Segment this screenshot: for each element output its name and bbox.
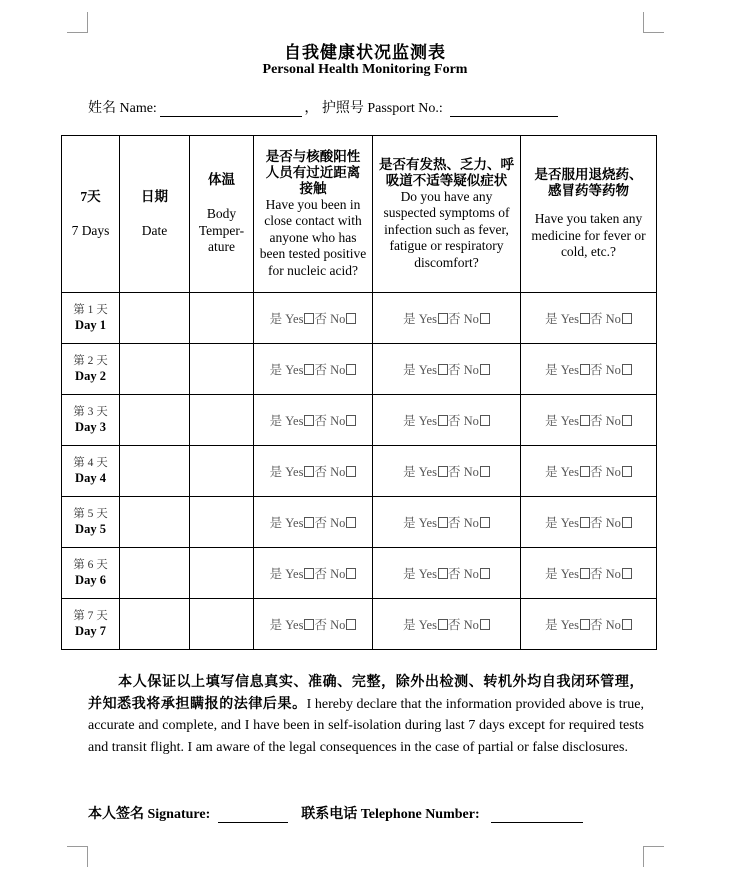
symptoms-answer-cell <box>373 293 521 344</box>
symptoms-answer-cell <box>373 548 521 599</box>
no-checkbox[interactable] <box>622 568 632 579</box>
no-checkbox[interactable] <box>622 619 632 630</box>
table-row <box>62 548 657 599</box>
no-option[interactable]: 否 No <box>590 516 632 530</box>
medicine-answer-cell <box>521 395 657 446</box>
day-label-chinese: 第 6 天 <box>73 559 108 571</box>
date-cell[interactable] <box>120 344 190 395</box>
yes-checkbox[interactable] <box>580 415 590 426</box>
day-label-cell <box>62 446 120 497</box>
symptoms-answer-cell <box>373 395 521 446</box>
day-label-english: Day 6 <box>75 573 106 587</box>
no-checkbox[interactable] <box>346 466 356 477</box>
no-checkbox[interactable] <box>480 466 490 477</box>
no-option[interactable]: 否 No <box>314 363 356 377</box>
yes-option[interactable]: 是 Yes <box>403 567 448 581</box>
yes-checkbox[interactable] <box>304 313 314 324</box>
yes-checkbox[interactable] <box>438 568 448 579</box>
symptoms-answer-cell <box>373 599 521 650</box>
no-option[interactable]: 否 No <box>448 516 490 530</box>
no-option[interactable]: 否 No <box>590 414 632 428</box>
yes-option[interactable]: 是 Yes <box>270 363 315 377</box>
declaration-english: I hereby declare that the information provided above is true, accurate and complete, and I have been in self-isolation during last 7 days except for required tests and transit flight. I am aware of the legal consequences in the case of partial or false disclosures. <box>88 696 644 755</box>
yes-checkbox[interactable] <box>438 415 448 426</box>
day-label-chinese: 第 4 天 <box>73 457 108 469</box>
margin-mark-top-right <box>643 12 664 33</box>
no-option[interactable]: 否 No <box>448 465 490 479</box>
form-title-english: Personal Health Monitoring Form <box>262 62 468 77</box>
day-label-english: Day 5 <box>75 522 106 536</box>
temperature-cell[interactable] <box>190 293 254 344</box>
no-option[interactable]: 否 No <box>448 567 490 581</box>
day-label-english: Day 1 <box>75 318 106 332</box>
no-checkbox[interactable] <box>480 568 490 579</box>
day-label-chinese: 第 7 天 <box>73 610 108 622</box>
yes-option[interactable]: 是 Yes <box>270 312 315 326</box>
day-label-cell <box>62 497 120 548</box>
yes-checkbox[interactable] <box>304 415 314 426</box>
no-checkbox[interactable] <box>346 619 356 630</box>
medicine-answer-cell <box>521 344 657 395</box>
declaration-paragraph <box>88 672 644 758</box>
temperature-cell[interactable] <box>190 395 254 446</box>
day-label-chinese: 第 3 天 <box>73 406 108 418</box>
no-checkbox[interactable] <box>346 517 356 528</box>
margin-mark-bottom-right <box>643 846 664 867</box>
margin-mark-top-left <box>67 12 88 33</box>
yes-checkbox[interactable] <box>580 364 590 375</box>
yes-option[interactable]: 是 Yes <box>545 465 590 479</box>
close-contact-answer-cell <box>254 497 373 548</box>
close-contact-answer-cell <box>254 548 373 599</box>
yes-checkbox[interactable] <box>438 517 448 528</box>
yes-option[interactable]: 是 Yes <box>545 516 590 530</box>
header-close-contact: 是否与核酸阳性人员有过近距离接触 Have you been in close contact with anyone who has been tested positive for nucleic acid? <box>254 136 373 293</box>
day-label-cell <box>62 344 120 395</box>
no-option[interactable]: 否 No <box>314 465 356 479</box>
symptoms-answer-cell <box>373 497 521 548</box>
yes-option[interactable]: 是 Yes <box>270 618 315 632</box>
date-cell[interactable] <box>120 599 190 650</box>
medicine-answer-cell <box>521 293 657 344</box>
yes-option[interactable]: 是 Yes <box>545 414 590 428</box>
yes-option[interactable]: 是 Yes <box>270 516 315 530</box>
no-option[interactable]: 否 No <box>314 312 356 326</box>
yes-option[interactable]: 是 Yes <box>270 567 315 581</box>
day-label-english: Day 7 <box>75 624 106 638</box>
day-label-cell <box>62 548 120 599</box>
no-option[interactable]: 否 No <box>590 465 632 479</box>
no-checkbox[interactable] <box>480 313 490 324</box>
no-checkbox[interactable] <box>346 568 356 579</box>
day-label-cell <box>62 599 120 650</box>
date-cell[interactable] <box>120 497 190 548</box>
day-label-cell <box>62 395 120 446</box>
margin-mark-bottom-left <box>67 846 88 867</box>
no-option[interactable]: 否 No <box>590 567 632 581</box>
no-option[interactable]: 否 No <box>590 618 632 632</box>
header-date: 日期 Date <box>120 136 190 293</box>
yes-option[interactable]: 是 Yes <box>403 312 448 326</box>
temperature-cell[interactable] <box>190 599 254 650</box>
header-body-temperature: 体温 Body Temper-ature <box>190 136 254 293</box>
close-contact-answer-cell <box>254 599 373 650</box>
no-checkbox[interactable] <box>622 517 632 528</box>
header-days: 7天 7 Days <box>62 136 120 293</box>
no-option[interactable]: 否 No <box>448 363 490 377</box>
symptoms-answer-cell <box>373 344 521 395</box>
yes-checkbox[interactable] <box>580 466 590 477</box>
no-option[interactable]: 否 No <box>448 414 490 428</box>
no-option[interactable]: 否 No <box>314 567 356 581</box>
passport-label: 护照号 Passport No.: <box>321 101 443 116</box>
no-checkbox[interactable] <box>346 415 356 426</box>
temperature-cell[interactable] <box>190 497 254 548</box>
yes-checkbox[interactable] <box>438 364 448 375</box>
medicine-answer-cell <box>521 497 657 548</box>
date-cell[interactable] <box>120 395 190 446</box>
close-contact-answer-cell <box>254 395 373 446</box>
date-cell[interactable] <box>120 446 190 497</box>
identity-line <box>88 97 648 117</box>
no-option[interactable]: 否 No <box>590 363 632 377</box>
no-checkbox[interactable] <box>480 415 490 426</box>
temperature-cell[interactable] <box>190 344 254 395</box>
medicine-answer-cell <box>521 446 657 497</box>
close-contact-answer-cell <box>254 446 373 497</box>
declaration-chinese: 本人保证以上填写信息真实、准确、完整，除外出检测、转机外均自我闭环管理，并知悉我将承担瞒报的法律后果。 <box>88 675 644 712</box>
symptoms-answer-cell <box>373 446 521 497</box>
day-label-chinese: 第 1 天 <box>73 304 108 316</box>
no-option[interactable]: 否 No <box>448 312 490 326</box>
no-checkbox[interactable] <box>622 364 632 375</box>
table-row <box>62 344 657 395</box>
day-label-english: Day 3 <box>75 420 106 434</box>
yes-option[interactable]: 是 Yes <box>403 618 448 632</box>
yes-option[interactable]: 是 Yes <box>545 312 590 326</box>
header-symptoms: 是否有发热、乏力、呼吸道不适等疑似症状 Do you have any suspected symptoms of infection such as fever, fatigue or respiratory discomfort? <box>373 136 521 293</box>
signature-field[interactable] <box>218 808 288 823</box>
no-checkbox[interactable] <box>346 364 356 375</box>
yes-option[interactable]: 是 Yes <box>545 363 590 377</box>
yes-checkbox[interactable] <box>304 517 314 528</box>
name-label: 姓名 Name: <box>88 101 157 116</box>
day-label-chinese: 第 5 天 <box>73 508 108 520</box>
day-label-cell <box>62 293 120 344</box>
signature-line <box>88 803 648 823</box>
yes-checkbox[interactable] <box>580 619 590 630</box>
table-row <box>62 446 657 497</box>
day-label-chinese: 第 2 天 <box>73 355 108 367</box>
identity-separator: ， <box>304 101 319 116</box>
yes-option[interactable]: 是 Yes <box>270 465 315 479</box>
table-row <box>62 293 657 344</box>
no-checkbox[interactable] <box>622 415 632 426</box>
yes-checkbox[interactable] <box>304 619 314 630</box>
table-row <box>62 497 657 548</box>
yes-checkbox[interactable] <box>580 568 590 579</box>
temperature-cell[interactable] <box>190 446 254 497</box>
header-medicine: 是否服用退烧药、感冒药等药物 Have you taken any medicine for fever or cold, etc.? <box>521 136 657 293</box>
yes-option[interactable]: 是 Yes <box>270 414 315 428</box>
no-option[interactable]: 否 No <box>314 516 356 530</box>
date-cell[interactable] <box>120 548 190 599</box>
yes-checkbox[interactable] <box>580 313 590 324</box>
close-contact-answer-cell <box>254 344 373 395</box>
temperature-cell[interactable] <box>190 548 254 599</box>
telephone-label: 联系电话 Telephone Number: <box>301 807 480 822</box>
no-option[interactable]: 否 No <box>448 618 490 632</box>
table-row <box>62 599 657 650</box>
no-checkbox[interactable] <box>346 313 356 324</box>
signature-label: 本人签名 Signature: <box>88 807 211 822</box>
yes-checkbox[interactable] <box>438 313 448 324</box>
no-checkbox[interactable] <box>622 466 632 477</box>
table-row <box>62 395 657 446</box>
day-label-english: Day 2 <box>75 369 106 383</box>
yes-checkbox[interactable] <box>438 466 448 477</box>
yes-option[interactable]: 是 Yes <box>403 465 448 479</box>
yes-checkbox[interactable] <box>304 364 314 375</box>
yes-checkbox[interactable] <box>580 517 590 528</box>
yes-checkbox[interactable] <box>304 466 314 477</box>
close-contact-answer-cell <box>254 293 373 344</box>
yes-checkbox[interactable] <box>438 619 448 630</box>
yes-option[interactable]: 是 Yes <box>403 414 448 428</box>
medicine-answer-cell <box>521 548 657 599</box>
monitoring-table <box>61 135 657 650</box>
medicine-answer-cell <box>521 599 657 650</box>
no-option[interactable]: 否 No <box>590 312 632 326</box>
date-cell[interactable] <box>120 293 190 344</box>
no-checkbox[interactable] <box>480 364 490 375</box>
form-title-chinese: 自我健康状况监测表 <box>284 43 446 63</box>
no-option[interactable]: 否 No <box>314 414 356 428</box>
no-checkbox[interactable] <box>480 517 490 528</box>
table-header-row <box>62 136 657 293</box>
yes-option[interactable]: 是 Yes <box>403 516 448 530</box>
no-checkbox[interactable] <box>480 619 490 630</box>
no-option[interactable]: 否 No <box>314 618 356 632</box>
passport-field[interactable] <box>450 102 558 117</box>
day-label-english: Day 4 <box>75 471 106 485</box>
telephone-field[interactable] <box>491 808 583 823</box>
yes-option[interactable]: 是 Yes <box>545 567 590 581</box>
name-field[interactable] <box>160 102 302 117</box>
yes-option[interactable]: 是 Yes <box>403 363 448 377</box>
no-checkbox[interactable] <box>622 313 632 324</box>
yes-checkbox[interactable] <box>304 568 314 579</box>
yes-option[interactable]: 是 Yes <box>545 618 590 632</box>
